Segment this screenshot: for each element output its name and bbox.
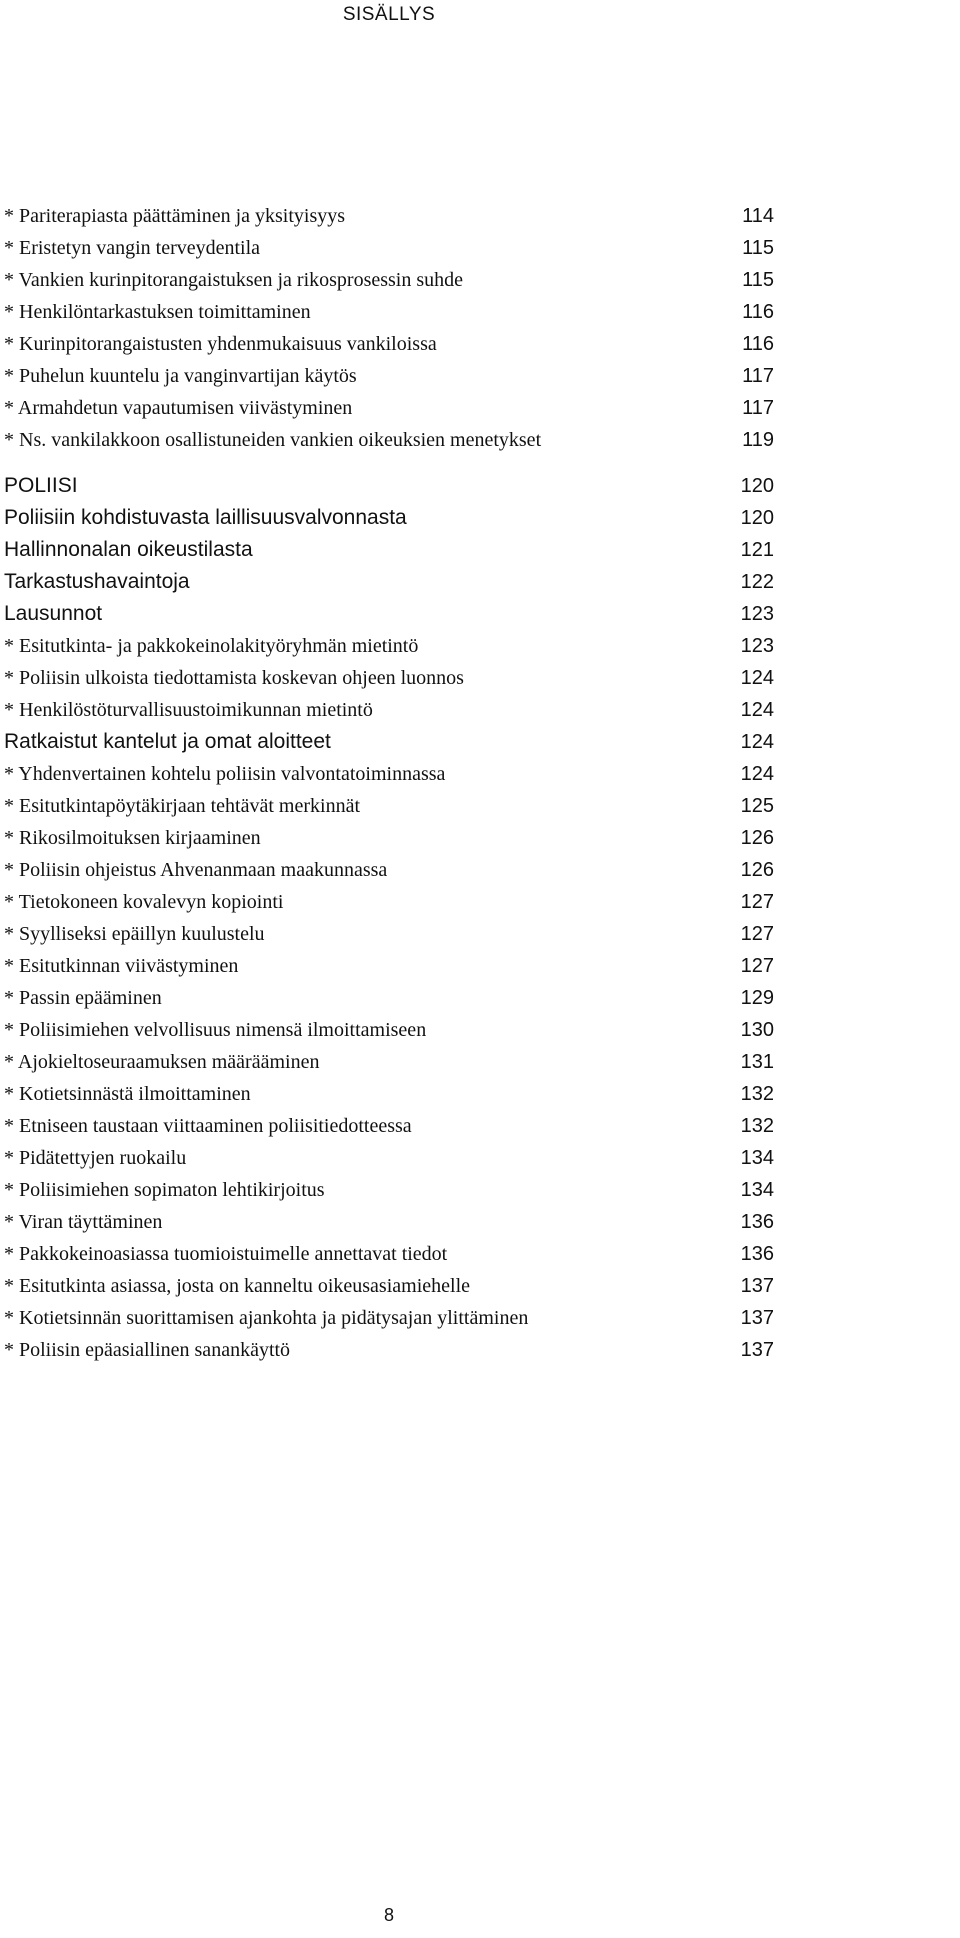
toc-entry — [4, 1334, 774, 1366]
toc-entry — [4, 232, 774, 264]
toc-entry-page: 115 — [742, 269, 774, 291]
toc-entry — [4, 424, 774, 456]
toc-entry — [4, 662, 774, 694]
toc-section-entry — [4, 566, 774, 598]
toc-entry — [4, 1174, 774, 1206]
toc-entry-title: * Poliisin ohjeistus Ahvenanmaan maakunnassa — [4, 859, 388, 881]
toc-entry-page: 115 — [742, 237, 774, 259]
toc-entry-title: * Syylliseksi epäillyn kuulustelu — [4, 923, 265, 945]
toc-section-entry — [4, 726, 774, 758]
toc-entry-page: 114 — [742, 205, 774, 227]
toc-entry — [4, 1046, 774, 1078]
toc-entry-page: 132 — [740, 1083, 774, 1105]
toc-entry-page: 124 — [740, 731, 774, 753]
toc-entry-title: * Kotietsinnän suorittamisen ajankohta ja pidätysajan ylittäminen — [4, 1307, 529, 1329]
page-header-title: SISÄLLYS — [342, 4, 436, 25]
toc-entry — [4, 328, 774, 360]
toc-entry — [4, 950, 774, 982]
toc-entry-page: 124 — [740, 763, 774, 785]
toc-entry-page: 127 — [740, 891, 774, 913]
toc-entry — [4, 918, 774, 950]
toc-entry-title: * Eristetyn vangin terveydentila — [4, 237, 261, 259]
toc-entry — [4, 822, 774, 854]
toc-entry — [4, 758, 774, 790]
toc-entry-title: * Poliisimiehen velvollisuus nimensä ilmoittamiseen — [4, 1019, 427, 1041]
toc-entry-title: * Vankien kurinpitorangaistuksen ja rikosprosessin suhde — [4, 269, 464, 291]
toc-entry — [4, 790, 774, 822]
toc-section-entry — [4, 534, 774, 566]
toc-entry-page: 126 — [740, 827, 774, 849]
toc-entry-page: 123 — [740, 635, 774, 657]
toc-section-entry — [4, 502, 774, 534]
toc-entry — [4, 1238, 774, 1270]
toc-entry-title: Tarkastushavaintoja — [4, 570, 190, 593]
toc-entry-page: 134 — [740, 1147, 774, 1169]
toc-entry-title: * Esitutkinta- ja pakkokeinolakityöryhmän mietintö — [4, 635, 419, 657]
toc-entry-title: * Kurinpitorangaistusten yhdenmukaisuus vankiloissa — [4, 333, 437, 355]
table-of-contents — [4, 200, 774, 1366]
toc-entry-title: * Pakkokeinoasiassa tuomioistuimelle annettavat tiedot — [4, 1243, 448, 1265]
toc-entry-title: * Armahdetun vapautumisen viivästyminen — [4, 397, 353, 419]
toc-entry-title: * Kotietsinnästä ilmoittaminen — [4, 1083, 251, 1105]
toc-entry-page: 117 — [742, 397, 774, 419]
toc-entry — [4, 886, 774, 918]
toc-entry-page: 124 — [740, 667, 774, 689]
toc-section-entry — [4, 470, 774, 502]
toc-entry — [4, 264, 774, 296]
toc-entry-title: Hallinnonalan oikeustilasta — [4, 538, 253, 561]
toc-entry-page: 126 — [740, 859, 774, 881]
toc-entry — [4, 982, 774, 1014]
toc-entry-title: * Esitutkintapöytäkirjaan tehtävät merkinnät — [4, 795, 361, 817]
toc-entry-page: 124 — [740, 699, 774, 721]
toc-entry-page: 127 — [740, 923, 774, 945]
toc-entry-title: Lausunnot — [4, 602, 103, 625]
toc-entry-page: 132 — [740, 1115, 774, 1137]
toc-entry-page: 122 — [740, 571, 774, 593]
toc-entry-page: 116 — [742, 301, 774, 323]
toc-entry-page: 125 — [740, 795, 774, 817]
toc-entry — [4, 854, 774, 886]
toc-entry-page: 131 — [740, 1051, 774, 1073]
toc-entry-page: 119 — [742, 429, 774, 451]
toc-entry-page: 137 — [740, 1307, 774, 1329]
page-number: 8 — [383, 1905, 394, 1925]
toc-entry-title: * Esitutkinnan viivästyminen — [4, 955, 239, 977]
toc-entry-page: 137 — [740, 1339, 774, 1361]
toc-entry — [4, 1270, 774, 1302]
toc-entry — [4, 1206, 774, 1238]
toc-entry — [4, 1110, 774, 1142]
toc-entry-title: * Rikosilmoituksen kirjaaminen — [4, 827, 261, 849]
toc-entry-page: 137 — [740, 1275, 774, 1297]
toc-entry-title: * Poliisimiehen sopimaton lehtikirjoitus — [4, 1179, 325, 1201]
toc-entry — [4, 1078, 774, 1110]
toc-entry-title: * Poliisin ulkoista tiedottamista koskevan ohjeen luonnos — [4, 667, 464, 689]
toc-entry-page: 127 — [740, 955, 774, 977]
toc-entry — [4, 1302, 774, 1334]
toc-entry-title: * Ns. vankilakkoon osallistuneiden vankien oikeuksien menetykset — [4, 429, 542, 451]
toc-entry-page: 116 — [742, 333, 774, 355]
toc-entry-page: 121 — [740, 539, 774, 561]
toc-entry-title: * Tietokoneen kovalevyn kopiointi — [4, 891, 284, 913]
toc-entry-title: * Henkilöntarkastuksen toimittaminen — [4, 301, 311, 323]
toc-entry-title: * Puhelun kuuntelu ja vanginvartijan käytös — [4, 365, 357, 387]
toc-entry — [4, 200, 774, 232]
toc-entry-title: * Pariterapiasta päättäminen ja yksityisyys — [4, 205, 346, 227]
toc-entry-title: * Poliisin epäasiallinen sanankäyttö — [4, 1339, 291, 1361]
toc-entry-title: * Passin epääminen — [4, 987, 162, 1009]
toc-entry-title: * Yhdenvertainen kohtelu poliisin valvontatoiminnassa — [4, 763, 446, 785]
toc-entry-page: 123 — [740, 603, 774, 625]
toc-entry — [4, 1014, 774, 1046]
toc-entry-title: * Pidätettyjen ruokailu — [4, 1147, 187, 1169]
toc-entry-title: POLIISI — [4, 474, 78, 497]
toc-entry — [4, 360, 774, 392]
toc-entry — [4, 1142, 774, 1174]
toc-entry — [4, 630, 774, 662]
toc-entry-title: * Henkilöstöturvallisuustoimikunnan mietintö — [4, 699, 373, 721]
toc-entry-title: * Etniseen taustaan viittaaminen poliisitiedotteessa — [4, 1115, 412, 1137]
toc-entry-page: 129 — [740, 987, 774, 1009]
toc-entry-page: 136 — [740, 1243, 774, 1265]
toc-entry — [4, 694, 774, 726]
toc-entry-title: * Viran täyttäminen — [4, 1211, 163, 1233]
toc-entry-page: 130 — [740, 1019, 774, 1041]
toc-entry-page: 120 — [740, 475, 774, 497]
toc-entry — [4, 392, 774, 424]
toc-entry-title: * Ajokieltoseuraamuksen määrääminen — [4, 1051, 320, 1073]
toc-section-entry — [4, 598, 774, 630]
toc-entry-title: * Esitutkinta asiassa, josta on kanneltu oikeusasiamiehelle — [4, 1275, 471, 1297]
toc-entry-page: 136 — [740, 1211, 774, 1233]
toc-entry-title: Ratkaistut kantelut ja omat aloitteet — [4, 730, 331, 753]
toc-entry — [4, 296, 774, 328]
toc-entry-title: Poliisiin kohdistuvasta laillisuusvalvonnasta — [4, 506, 407, 529]
toc-entry-page: 120 — [740, 507, 774, 529]
toc-entry-page: 117 — [742, 365, 774, 387]
toc-entry-page: 134 — [740, 1179, 774, 1201]
